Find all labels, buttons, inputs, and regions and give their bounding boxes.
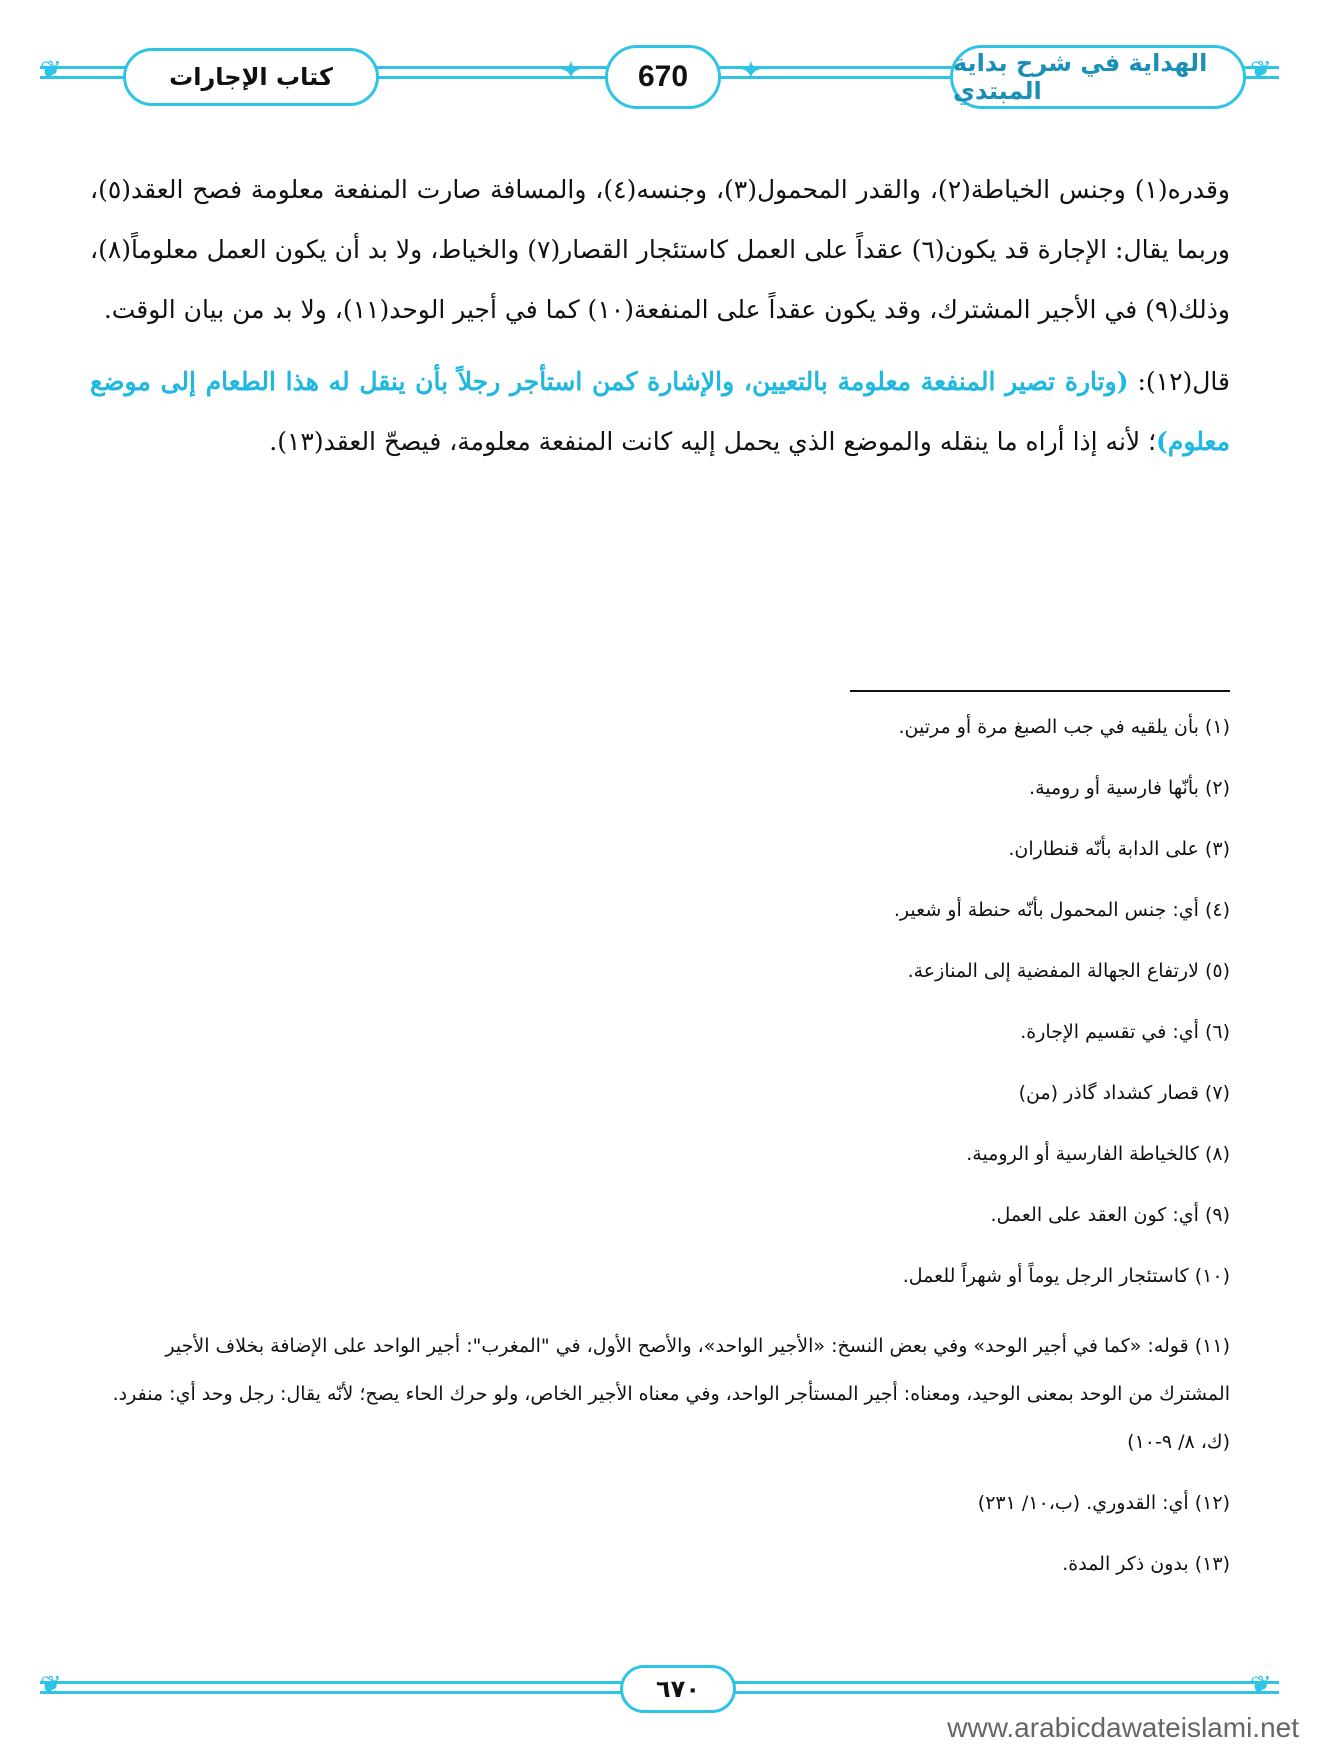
paragraph-1: وقدره(١) وجنس الخياطة(٢)، والقدر المحمول(٣)، وجنسه(٤)، والمسافة صارت المنفعة معلومة فصح العقد(٥)، وربما يقال: الإجارة قد يكون(٦) عقداً على العمل كاستئجار القصار(٧) والخياط، ولا بد أن يكون العمل معلوماً(٨)، وذلك(٩) في الأجير المشترك، وقد يكون عقداً على المنفعة(١٠) كما في أجير الوحد(١١)، ولا بد من بيان الوقت.: [90, 175, 1230, 324]
footnote-13: (١٣) بدون ذكر المدة.: [1062, 1553, 1230, 1575]
footnote-7: (٧) قصار كشداد گاذر (من): [1018, 1082, 1230, 1104]
middle-ornament-icon: ✦: [740, 56, 762, 86]
footnote-3: (٣) على الدابة بأنّه قنطاران.: [1008, 838, 1230, 860]
footnote-8: (٨) كالخياطة الفارسية أو الرومية.: [966, 1143, 1230, 1165]
footnote-5: (٥) لارتفاع الجهالة المفضية إلى المنازعة.: [907, 960, 1230, 982]
page-footer: [40, 1665, 1279, 1710]
website-watermark: www.arabicdawateislami.net: [947, 1712, 1299, 1743]
footnote-10: (١٠) كاستئجار الرجل يوماً أو شهراً للعمل.: [902, 1265, 1230, 1287]
footnote-6: (٦) أي: في تقسيم الإجارة.: [1020, 1021, 1230, 1043]
paragraph-2-rest: ؛ لأنه إذا أراه ما ينقله والموضع الذي يحمل إليه كانت المنفعة معلومة، فيصحّ العقد(١٣).: [269, 427, 1157, 456]
left-ornament-icon: ❦: [40, 56, 62, 86]
footnote-12: (١٢) أي: القدوري. (ب،١٠/ ٢٣١): [977, 1492, 1230, 1514]
book-section-title: كتاب الإجارات: [123, 48, 379, 106]
qala-intro: قال(١٢):: [1128, 367, 1231, 396]
middle-ornament-icon: ✦: [560, 56, 582, 86]
right-ornament-icon: ❦: [1250, 1671, 1272, 1701]
footnote-11: (١١) قوله: «كما في أجير الوحد» وفي بعض النسخ: «الأجير الواحد»، والأصح الأول، في "المغرب": أجير الواحد على الإضافة بخلاف الأجير المشترك من الوحد بمعنى الوحيد، ومعناه: أجير المستأجر الواحد، وفي معناه الأجير الخاص، ولو حرك الحاء يصح؛ لأنّه يقال: رجل وحد أي: منفرد. (ك، ٨/ ٩-١٠): [112, 1335, 1230, 1453]
quoted-matn: (وتارة تصير المنفعة معلومة بالتعيين، والإشارة كمن استأجر رجلاً بأن ينقل له هذا الطعام إلى موضع معلوم): [90, 367, 1230, 456]
page-number-top: 670: [605, 45, 721, 109]
footnotes: [90, 712, 1230, 1610]
footnote-9: (٩) أي: كون العقد على العمل.: [990, 1204, 1230, 1226]
page-number-bottom: ٦٧٠: [620, 1665, 736, 1713]
footnote-1: (١) بأن يلقيه في جب الصبغ مرة أو مرتين.: [898, 716, 1230, 738]
footnote-divider: [850, 690, 1230, 692]
footnote-4: (٤) أي: جنس المحمول بأنّه حنطة أو شعير.: [893, 899, 1230, 921]
footnote-2: (٢) بأنّها فارسية أو رومية.: [1029, 777, 1230, 799]
main-text: [90, 160, 1230, 472]
left-ornament-icon: ❦: [40, 1671, 62, 1701]
right-ornament-icon: ❦: [1250, 56, 1272, 86]
series-title: الهداية في شرح بداية المبتدي: [950, 45, 1246, 109]
page-header: [40, 40, 1279, 115]
paragraph-2: [90, 352, 1230, 472]
